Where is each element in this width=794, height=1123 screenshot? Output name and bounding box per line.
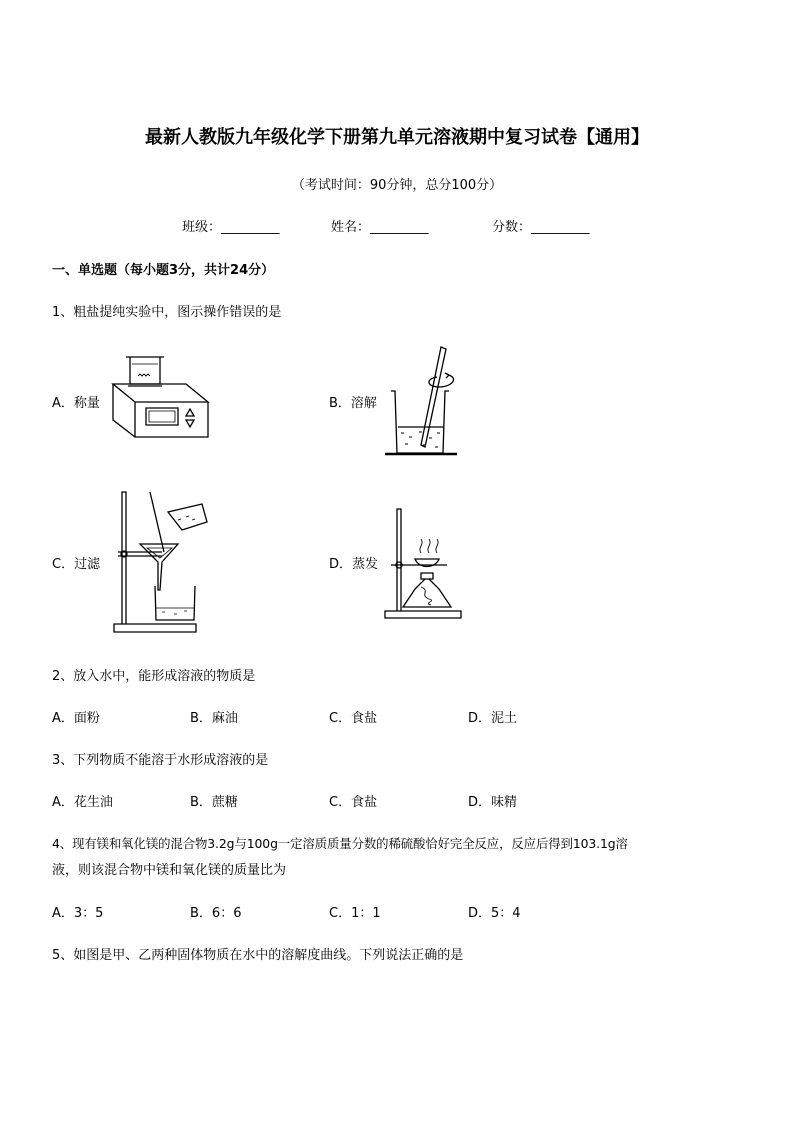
q1-option-a[interactable]: A．称量 bbox=[52, 396, 100, 411]
question-2-stem: 2、放入水中，能形成溶液的物质是 bbox=[52, 669, 256, 684]
score-field bbox=[492, 216, 590, 235]
name-blank[interactable]: _________ bbox=[370, 220, 429, 235]
question-4-stem-line1: 4、现有镁和氧化镁的混合物3.2g与100g一定溶质质量分数的稀硫酸恰好完全反应，反应后得到103.1g溶 bbox=[52, 836, 628, 851]
q4-option-c[interactable]: C．1：1 bbox=[329, 906, 381, 921]
q4-option-a[interactable]: A．3：5 bbox=[52, 906, 104, 921]
score-label: 分数： bbox=[492, 220, 532, 235]
q3-option-b[interactable]: B．蔗糖 bbox=[190, 795, 238, 810]
q3-option-c[interactable]: C．食盐 bbox=[329, 795, 378, 810]
name-label: 姓名： bbox=[331, 220, 371, 235]
q2-option-c[interactable]: C．食盐 bbox=[329, 711, 378, 726]
q1-option-b[interactable]: B．溶解 bbox=[329, 396, 377, 411]
q1-option-d[interactable]: D．蒸发 bbox=[329, 557, 379, 572]
question-5-stem: 5、如图是甲、乙两种固体物质在水中的溶解度曲线。下列说法正确的是 bbox=[52, 948, 464, 963]
q4-option-b[interactable]: B．6：6 bbox=[190, 906, 242, 921]
exam-info: （考试时间：90分钟，总分100分） bbox=[291, 178, 503, 193]
q3-option-d[interactable]: D．味精 bbox=[468, 795, 518, 810]
evaporation-diagram bbox=[385, 507, 465, 622]
q4-option-d[interactable]: D．5：4 bbox=[468, 906, 521, 921]
question-3-stem: 3、下列物质不能溶于水形成溶液的是 bbox=[52, 753, 269, 768]
class-blank[interactable]: _________ bbox=[221, 220, 280, 235]
page-title: 最新人教版九年级化学下册第九单元溶液期中复习试卷【通用】 bbox=[145, 127, 649, 148]
filtration-diagram bbox=[112, 490, 212, 635]
class-field bbox=[182, 216, 280, 235]
q1-option-c[interactable]: C．过滤 bbox=[52, 557, 101, 572]
q3-option-a[interactable]: A．花生油 bbox=[52, 795, 113, 810]
q2-option-b[interactable]: B．麻油 bbox=[190, 711, 238, 726]
q2-option-d[interactable]: D．泥土 bbox=[468, 711, 518, 726]
score-blank[interactable]: _________ bbox=[531, 220, 590, 235]
class-label: 班级： bbox=[182, 220, 222, 235]
name-field bbox=[331, 216, 429, 235]
dissolving-stirring-diagram bbox=[385, 345, 460, 457]
question-1-stem: 1、粗盐提纯实验中，图示操作错误的是 bbox=[52, 305, 282, 320]
section-heading: 一、单选题（每小题3分，共计24分） bbox=[52, 263, 275, 278]
balance-weighing-diagram bbox=[108, 354, 213, 440]
question-4-stem-line2: 液，则该混合物中镁和氧化镁的质量比为 bbox=[52, 863, 287, 878]
q2-option-a[interactable]: A．面粉 bbox=[52, 711, 100, 726]
